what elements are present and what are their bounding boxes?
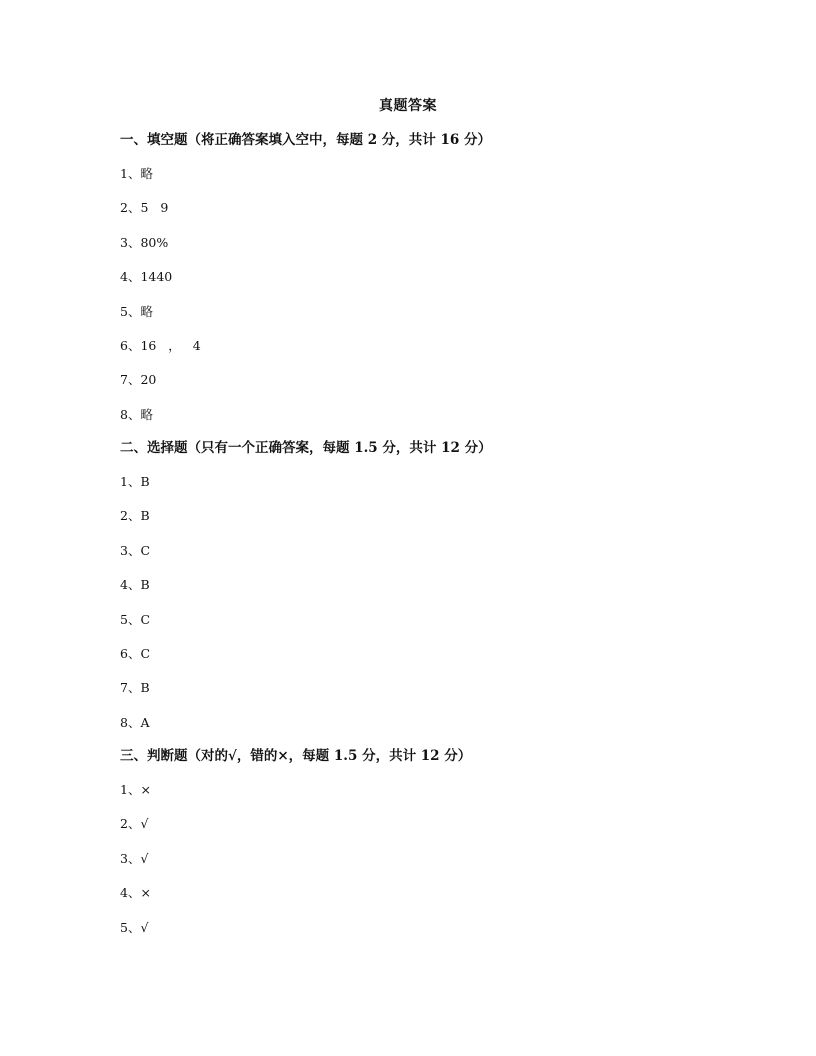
answer-item: 1、略: [120, 166, 153, 181]
answer-item: 4、×: [120, 885, 151, 901]
answer-list: [120, 473, 720, 748]
answer-item: 2、√: [120, 816, 149, 832]
answer-item: 7、20: [120, 372, 157, 388]
answer-item: 6、C: [120, 645, 151, 661]
answer-item: 3、80%: [120, 234, 169, 250]
answer-item: 3、√: [120, 850, 149, 866]
answer-item: 5、√: [120, 919, 149, 935]
answer-item: 5、C: [120, 611, 151, 627]
answer-item: 8、略: [120, 406, 153, 422]
page-title: 真题答案: [379, 98, 437, 114]
answer-item: 1、B: [120, 474, 150, 489]
answer-item: 2、B: [120, 508, 150, 524]
section-heading: 二、选择题（只有一个正确答案，每题 1.5 分，共计 12 分）: [120, 440, 492, 456]
section-fill-in-blank: [120, 131, 720, 440]
section-heading: 三、判断题（对的√，错的×，每题 1.5 分，共计 12 分）: [120, 748, 472, 764]
answer-item: 3、C: [120, 542, 151, 558]
answer-item: 1、×: [120, 782, 151, 797]
section-true-false: [120, 747, 720, 953]
answer-list: [120, 165, 720, 440]
section-multiple-choice: [120, 439, 720, 748]
answer-item: 7、B: [120, 680, 150, 696]
answer-list: [120, 781, 720, 953]
answer-item: 4、B: [120, 577, 150, 593]
answer-item: 5、略: [120, 303, 153, 319]
answer-item: 4、1440: [120, 269, 173, 285]
answer-item: 2、5 9: [120, 200, 169, 216]
answer-item: 8、A: [120, 714, 150, 730]
answer-item: 6、16 ， 4: [120, 337, 201, 353]
section-heading: 一、填空题（将正确答案填入空中，每题 2 分，共计 16 分）: [120, 132, 491, 148]
